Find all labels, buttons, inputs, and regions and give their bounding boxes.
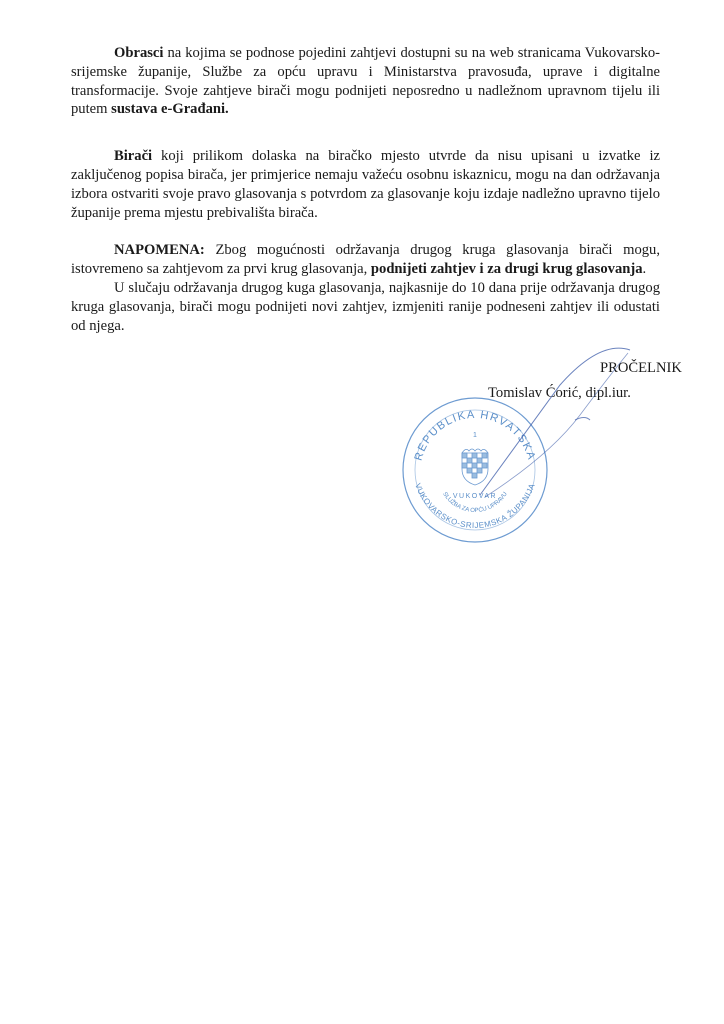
bold-tail: sustava e-Građani. xyxy=(111,101,229,118)
paragraph-second-round xyxy=(71,279,660,335)
paragraph-text: na kojima se podnose pojedini zahtjevi dostupni su na web stranicama Vukovarsko-srijemske županije, Službe za opću upravu i Ministarstva pravosuđa, uprave i digitalne transformacije. Svoje zahtjeve birači mogu podnijeti neposredno u nadležnom upravnom tijelu ili putem xyxy=(71,45,660,118)
bold-tail: podnijeti zahtjev i za drugi krug glasovanja xyxy=(370,261,643,278)
svg-text:SLUŽBA ZA OPĆU UPRAVU: SLUŽBA ZA OPĆU UPRAVU xyxy=(441,491,509,515)
document-body xyxy=(71,44,660,335)
svg-text:REPUBLIKA HRVATSKA: REPUBLIKA HRVATSKA xyxy=(412,408,538,463)
paragraph-text: Zbog mogućnosti održavanja drugog kruga glasovanja birači mogu, istovremeno sa zahtjevom za prvi krug glasovanja, xyxy=(71,242,660,278)
svg-text:VUKOVARSKO-SRIJEMSKA ŽUPANIJA: VUKOVARSKO-SRIJEMSKA ŽUPANIJA xyxy=(413,482,537,531)
paragraph-text: U slučaju održavanja drugog kuga glasovanja, najkasnije do 10 dana prije održavanja drugog kruga glasovanja, birači mogu podnijeti novi zahtjev, izmjeniti ranije podneseni zahtjev ili odustati od njega. xyxy=(71,279,660,334)
signature-name: Tomislav Ćorić, dipl.iur. xyxy=(488,385,631,401)
bold-lead: Birači xyxy=(114,148,153,165)
paragraph-voters xyxy=(71,147,660,222)
paragraph-end: . xyxy=(642,261,647,278)
bold-lead: NAPOMENA: xyxy=(114,242,205,259)
paragraph-forms xyxy=(71,44,660,119)
signature-title: PROČELNIK xyxy=(600,360,682,376)
svg-text:1: 1 xyxy=(473,432,477,439)
handwritten-signature-icon xyxy=(440,345,640,505)
paragraph-text: koji prilikom dolaska na biračko mjesto utvrde da nisu upisani u izvatke iz zaključenog popisa birača, jer primjerice nemaju važeću osobnu iskaznicu, mogu na dan održavanja izbora ostvariti svoje pravo glasovanja s potvrdom za glasovanje koju izdaje nadležno upravno tijelo županije prema mjestu prebivališta birača. xyxy=(71,148,660,221)
bold-lead: Obrasci xyxy=(114,45,164,61)
svg-text:VUKOVAR: VUKOVAR xyxy=(452,493,498,500)
paragraph-note xyxy=(71,241,660,279)
